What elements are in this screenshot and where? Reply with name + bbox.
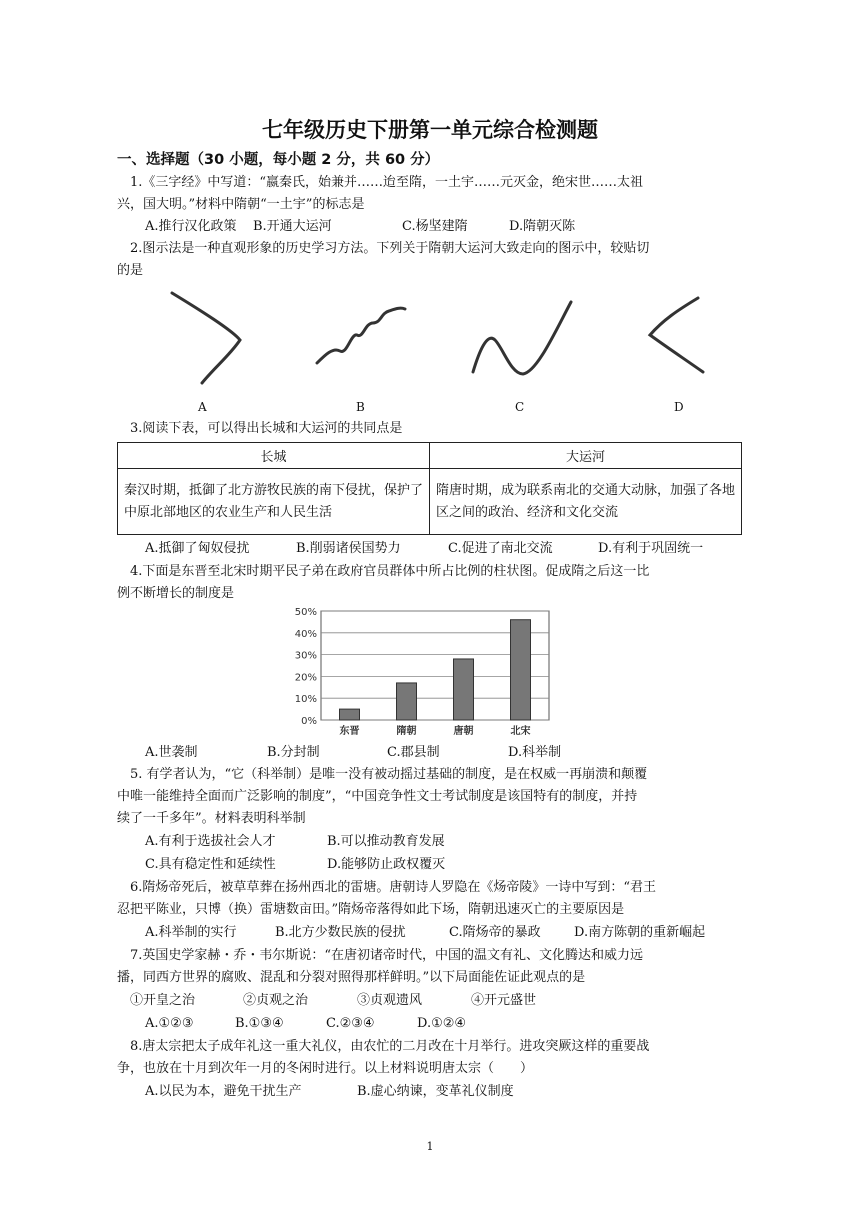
q2-stem-line1: 2.图示法是一种直观形象的历史学习方法。下列关于隋朝大运河大致走向的图示中，较贴切: [130, 241, 650, 256]
q7-option-c: C.②③④: [326, 1016, 375, 1031]
q7-option-d: D.①②④: [417, 1016, 467, 1031]
q1-stem-line2: 兴，国大明。”材料中隋朝“一土宇”的标志是: [117, 197, 365, 212]
q4-option-c: C.郡县制: [387, 745, 440, 760]
q3-option-c: C.促进了南北交流: [448, 541, 553, 556]
y-tick-label: 10%: [294, 694, 317, 706]
q2-stem-line2: 的是: [117, 263, 144, 278]
q1-option-b: B.开通大运河: [253, 219, 332, 234]
q6-option-d: D.南方陈朝的重新崛起: [574, 925, 706, 940]
q1-option-d: D.隋朝灭陈: [509, 219, 576, 234]
q7-item-1: ①开皇之治: [130, 993, 196, 1008]
q6-stem-line2: 忍把平陈业，只博（换）雷塘数亩田。”隋炀帝落得如此下场，隋朝迅速灭亡的主要原因是: [117, 902, 625, 917]
table-header-great-wall: 长城: [118, 443, 430, 469]
diagram-label-c: C: [515, 400, 525, 414]
q1-option-a: A.推行汉化政策: [145, 219, 237, 234]
q5-option-b: B.可以推动教育发展: [327, 834, 445, 849]
q4-stem-line2: 例不断增长的制度是: [117, 586, 235, 601]
q6-option-c: C.隋炀帝的暴政: [449, 925, 541, 940]
table-header-grand-canal: 大运河: [430, 443, 742, 469]
q5-option-d: D.能够防止政权覆灭: [327, 857, 446, 872]
q8-stem-line2: 争，也放在十月到次年一月的冬闲时进行。以上材料说明唐太宗（ ）: [117, 1061, 534, 1076]
q6-option-b: B.北方少数民族的侵扰: [275, 925, 406, 940]
q5-stem-line2: 中唯一能维持全面而广泛影响的制度”，“中国竞争性文士考试制度是该国特有的制度，并持: [117, 789, 638, 804]
q3-option-b: B.削弱诸侯国势力: [296, 541, 401, 556]
q4-option-a: A.世袭制: [145, 745, 198, 760]
q8-option-a: A.以民为本，避免干扰生产: [145, 1084, 302, 1099]
diagram-label-a: A: [198, 400, 207, 414]
diagram-label-d: D: [674, 400, 684, 414]
canal-diagram-c: [465, 292, 580, 402]
bar-4: [511, 620, 531, 720]
x-tick-label: 北宋: [510, 726, 531, 737]
q7-stem-line1: 7.英国史学家赫・乔・韦尔斯说：“在唐初诸帝时代，中国的温文有礼、文化腾达和威力远: [130, 948, 644, 963]
q3-stem: 3.阅读下表，可以得出长城和大运河的共同点是: [130, 421, 403, 436]
q3-option-d: D.有利于巩固统一: [598, 541, 704, 556]
q7-option-a: A.①②③: [145, 1016, 194, 1031]
q6-option-a: A.科举制的实行: [145, 925, 237, 940]
q7-item-2: ②贞观之治: [243, 993, 309, 1008]
diagram-label-b: B: [356, 400, 365, 414]
q8-stem-line1: 8.唐太宗把太子成年礼这一重大礼仪，由农忙的二月改在十月举行。进攻突厥这样的重要战: [130, 1039, 650, 1054]
table-cell-grand-canal: 隋唐时期，成为联系南北的交通大动脉，加强了各地区之间的政治、经济和文化交流: [430, 469, 742, 535]
q7-item-3: ③贞观遗风: [357, 993, 423, 1008]
bar-1: [340, 709, 360, 720]
x-tick-label: 唐朝: [453, 726, 474, 737]
bar-3: [454, 659, 474, 720]
q5-stem-line1: 5. 有学者认为，“它（科举制）是唯一没有被动摇过基础的制度，是在权威一再崩溃和颠覆: [130, 767, 648, 782]
q8-option-b: B.虚心纳谏，变革礼仪制度: [357, 1084, 514, 1099]
y-tick-label: 50%: [294, 607, 317, 618]
q7-item-4: ④开元盛世: [471, 993, 537, 1008]
page-number: 1: [426, 1140, 434, 1153]
q1-option-c: C.杨坚建隋: [402, 219, 468, 234]
q5-stem-line3: 续了一千多年”。材料表明科举制: [117, 811, 306, 826]
y-tick-label: 20%: [294, 672, 317, 684]
q4-option-d: D.科举制: [508, 745, 562, 760]
q3-option-a: A.抵御了匈奴侵扰: [145, 541, 250, 556]
bar-2: [397, 683, 417, 720]
comparison-table: [117, 442, 742, 535]
q5-option-c: C.具有稳定性和延续性: [145, 857, 276, 872]
y-tick-label: 30%: [294, 650, 317, 662]
q7-stem-line2: 播，同西方世界的腐败、混乱和分裂对照得那样鲜明。”以下局面能佐证此观点的是: [117, 970, 586, 985]
q4-stem-line1: 4.下面是东晋至北宋时期平民子弟在政府官员群体中所占比例的柱状图。促成隋之后这一比: [130, 564, 650, 579]
x-tick-label: 隋朝: [396, 726, 417, 737]
bar-chart: [285, 605, 555, 740]
y-tick-label: 40%: [294, 628, 317, 640]
x-tick-label: 东晋: [339, 726, 360, 737]
y-tick-label: 0%: [301, 716, 317, 727]
canal-diagram-d: [628, 290, 738, 390]
q6-stem-line1: 6.隋炀帝死后，被草草葬在扬州西北的雷塘。唐朝诗人罗隐在《炀帝陵》一诗中写到：“君王: [130, 880, 657, 895]
canal-diagram-b: [305, 295, 415, 385]
q5-option-a: A.有利于选拔社会人才: [145, 834, 276, 849]
table-cell-great-wall: 秦汉时期，抵御了北方游牧民族的南下侵扰，保护了中原北部地区的农业生产和人民生活: [118, 469, 430, 535]
section-heading: 一、选择题（30 小题，每小题 2 分，共 60 分）: [117, 152, 440, 168]
canal-diagram-a: [160, 285, 260, 395]
page-title: 七年级历史下册第一单元综合检测题: [262, 118, 598, 142]
q7-option-b: B.①③④: [235, 1016, 284, 1031]
q4-option-b: B.分封制: [267, 745, 320, 760]
q1-stem-line1: 1.《三字经》中写道：“嬴秦氏，始兼并……迨至隋，一土宇……元灭金，绝宋世……太祖: [130, 175, 644, 190]
